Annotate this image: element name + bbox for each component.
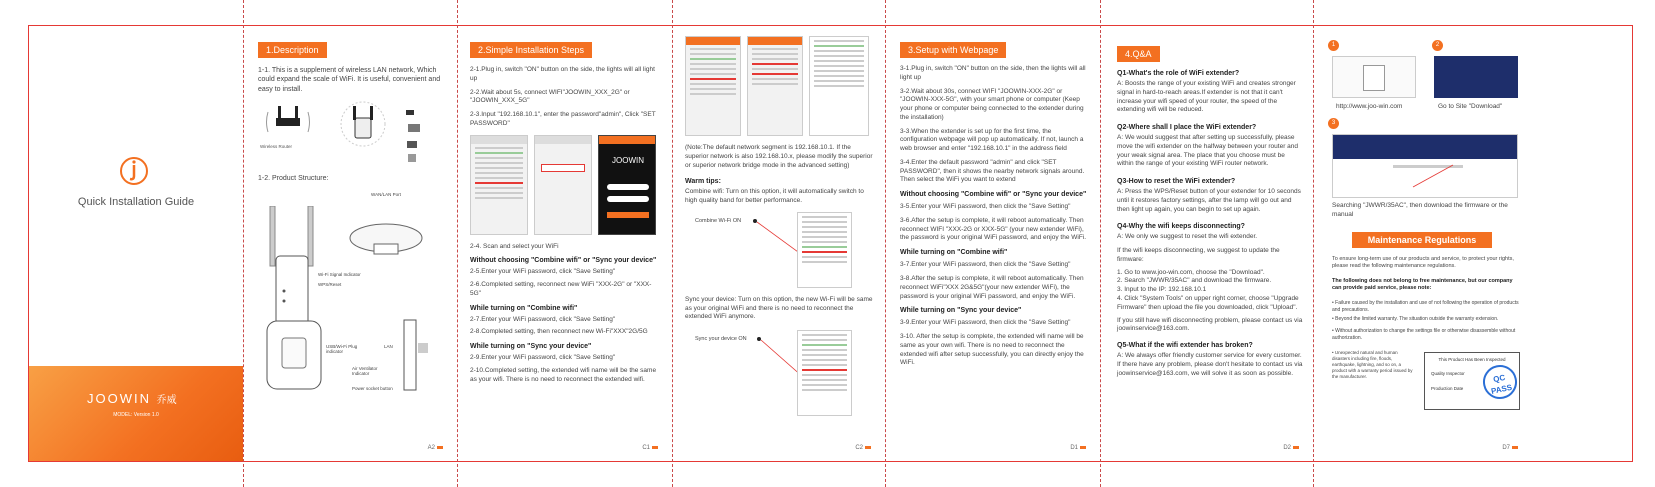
app-logo: JOOWIN <box>612 155 644 165</box>
step-3-5: 3-5.Enter your WiFi password, then click the "Save Setting" <box>900 203 1071 211</box>
step-2-8: 2-8.Completed setting, then reconnect new Wi-Fi"XXX"2G/5G <box>470 328 648 336</box>
phone-wifi-list <box>470 135 528 235</box>
extender-front-illustration <box>264 206 319 336</box>
page-number: C2 <box>855 445 871 451</box>
search-screenshot <box>1332 134 1518 198</box>
phone-setting-3 <box>809 36 869 136</box>
qc-date: Production Date <box>1431 386 1464 391</box>
step-circle: 3 <box>1328 118 1339 129</box>
page-number: D2 <box>1283 445 1299 451</box>
qc-stamp-text: QC <box>1492 372 1507 385</box>
phone-setting-2 <box>747 36 803 136</box>
sync-diagram <box>685 330 875 418</box>
router-label: Wireless Router <box>260 144 293 149</box>
step-3-9: 3-9.Enter your WiFi password, then click the "Save Setting" <box>900 319 1071 327</box>
step-3-7: 3-7.Enter your WiFi password, then click the "Save Setting" <box>900 261 1071 269</box>
setting-screenshots <box>685 36 875 140</box>
q2: Q2-Where shall I place the WiFi extender? <box>1117 124 1257 132</box>
search-caption: Searching "JWWR/35AC", then download the firmware or the manual <box>1332 202 1508 218</box>
extender-icon <box>339 100 387 148</box>
cover-panel <box>29 26 243 461</box>
download-caption: Go to Site "Download" <box>1438 103 1503 110</box>
step-circle: 2 <box>1432 40 1443 51</box>
wifi-indicator-label: Wi-Fi Signal Indicator <box>318 272 361 277</box>
warm-tips-heading: Warm tips: <box>685 178 721 186</box>
maintenance-item-2: • Beyond the limited warranty. The situation outside the warranty extension. <box>1332 316 1499 322</box>
desc-text: 1-1. This is a supplement of wireless LAN network, Which could expand the scale of WiFi. It is useful, convenient and easy to install. <box>258 67 441 93</box>
maintenance-item-3: • Without authorization to change the settings file or otherwise disassemble without authorization. <box>1332 328 1516 341</box>
download-screenshot <box>1434 56 1518 98</box>
wps-reset-label: WPS/Reset <box>318 282 342 287</box>
sync-device-label: Sync your device ON <box>695 336 747 343</box>
extender-top-illustration <box>344 216 429 261</box>
step-2-4: 2-4. Scan and select your WiFi <box>470 242 559 250</box>
step-2-3: 2-3.Input "192.168.10.1", enter the password"admin", Click "SET PASSWORD" <box>470 111 656 127</box>
sync-screenshot <box>797 330 852 416</box>
a4-step-3: 3. Input to the IP: 192.168.10.1 <box>1117 286 1207 294</box>
combine-wifi-label: Combine Wi-Fi ON <box>695 217 742 224</box>
structure-heading: 1-2. Product Structure: <box>258 175 329 182</box>
a4-contact: If you still have wifi disconnecting problem, please contact us via joowinservice@163.com. <box>1117 316 1303 333</box>
combine-diagram <box>685 212 875 290</box>
page-number: D1 <box>1070 445 1086 451</box>
maintenance-note: The following does not belong to free maintenance, but our company can provide paid service, please note: <box>1332 278 1513 292</box>
warm-tips-text: Combine wifi: Turn on this option, it will automatically switch to high quality band for better performance. <box>685 188 864 205</box>
step-2-10: 2-10.Completed setting, the extended wifi name will be the same as your wifi. There is no need to reconnect the extended wifi. <box>470 366 657 383</box>
a4-firmware: If the wifi keeps disconnecting, we suggest to update the firmware: <box>1117 247 1280 263</box>
power-button-label: Power socket button <box>352 386 393 391</box>
phone-app <box>598 135 656 235</box>
qc-pass-stamp <box>1480 362 1520 402</box>
section-badge: 4.Q&A <box>1117 46 1160 62</box>
step-2-5: 2-5.Enter your WiFi password, click "Save Setting" <box>470 268 616 276</box>
router-icon <box>264 104 312 144</box>
q4: Q4-Why the wifi keeps disconnecting? <box>1117 223 1245 231</box>
q3: Q3-How to reset the WiFi extender? <box>1117 178 1236 186</box>
section-badge: 1.Description <box>258 42 327 58</box>
step-2-6: 2-6.Completed setting, reconnect new WiFi "XXX-2G" or "XXX-5G" <box>470 281 652 297</box>
step-3-3: 3-3.When the extender is set up for the first time, the configuration webpage will pop up automatically. If not, launch a web browser and enter "192.168.10.1" in the address field <box>900 127 1084 153</box>
maintenance-panel <box>1314 26 1528 461</box>
usb-plug-label: USB/Wi-Fi Plug indicator <box>326 344 358 354</box>
installation-panel <box>458 26 672 461</box>
heading-combine: While turning on "Combine wifi" <box>470 304 578 312</box>
step-3-2: 3-2.Wait about 30s, connect WIFI "JOOWIN-XXX-2G" or "JOOWIN-XXX-5G", with your smart phone or computer (Keep your phone or computer being connected to the extender during the installation) <box>900 87 1084 121</box>
lan-label: LAN <box>384 344 393 349</box>
qa-panel <box>1101 26 1313 461</box>
brand-name: JOOWIN <box>87 391 151 406</box>
a4-step-2: 2. Search "JWWR/35AC" and download the firmware. <box>1117 277 1272 285</box>
heading-without: Without choosing "Combine wifi" or "Sync your device" <box>900 191 1087 199</box>
step-3-6: 3-6.After the setup is complete, it will reboot automatically. Then reconnect WIFI "XXX-2G or XXX-5G" (your new extender WiFi), the password is your original WiFi password, and enjoy the WiFi. <box>900 216 1087 242</box>
a3: A: Press the WPS/Reset button of your extender for 10 seconds until it restores factory settings, after the lamp will go out and then light up again, you can begin to set up again. <box>1117 188 1301 213</box>
step-2-2: 2-2.Wait about 5s, connect WIFI"JOOWIN_XXX_2G" or "JOOWIN_XXX_5G" <box>470 88 630 105</box>
cover-orange-band <box>29 366 243 461</box>
sync-text: Sync your device: Turn on this option, the new Wi-Fi will be same as your original WiFi and there is no need to reconnect the extended WiFi anymore. <box>685 295 873 321</box>
a1: A: Boosts the range of your existing WiFi and creates stronger signal in hard-to-reach areas.If extender is not that it can't increase your wifi speed of your router, the speed of the extending wifi will be reduced. <box>1117 80 1296 114</box>
maintenance-item-4: • Unexpected natural and human disasters including fire, floods, earthquake, lightning, and so on, a product with a warranty period issued by the manufacturer. <box>1332 350 1413 380</box>
a2: A: We would suggest that after setting up successfully, please move the wifi extender on the halfway between your router and your weak signal area. The place that you choose must be within the range of your existing WiFi router network. <box>1117 134 1299 168</box>
heading-sync: While turning on "Sync your device" <box>900 307 1022 315</box>
combine-screenshot <box>797 212 852 288</box>
step-3-1: 3-1.Plug in, switch "ON" button on the side, then the lights will all light up <box>900 65 1086 81</box>
heading-without: Without choosing "Combine wifi" or "Sync your device" <box>470 257 657 265</box>
air-vent-label: Air Ventilator Indicator <box>352 366 378 376</box>
a4-step-4: 4. Click "System Tools" on upper right corner, choose "Upgrade Firmware" then upload the file you downloaded, click "Upload". <box>1117 295 1299 311</box>
extender-back-illustration <box>264 318 324 393</box>
qc-inspector: Quality Inspector <box>1431 371 1465 376</box>
cover-title: Quick Installation Guide <box>77 196 195 208</box>
wifi-logo-icon <box>119 156 149 186</box>
qc-stamp-text: PASS <box>1490 382 1513 396</box>
a4: A: We only we suggest to reset the wifi extender. <box>1117 233 1258 241</box>
maintenance-intro: To ensure long-term use of our products and service, to protect your rights, please read the following maintenance regulations. <box>1332 256 1514 270</box>
brand-name-cn: 乔威 <box>156 395 177 406</box>
tips-panel <box>673 26 885 461</box>
step-3-8: 3-8.After the setup is complete, it will reboot automatically. Then reconnect WiFi"XXX 2G&5G"(your new extender WiFi), the password is your original WiFi password, and enjoy the WiFi. <box>900 275 1084 300</box>
qc-card-title: This Product Has Been Inspected <box>1438 357 1506 362</box>
page-number: A2 <box>428 445 443 451</box>
wan-lan-label: WAN/LAN Port <box>371 192 401 197</box>
step-2-1: 2-1.Plug in, switch "ON" button on the side, the lights will all light up <box>470 66 655 82</box>
website-screenshot <box>1332 56 1416 98</box>
heading-sync: While turning on "Sync your device" <box>470 343 592 351</box>
phone-setting-1 <box>685 36 741 136</box>
page-number: C1 <box>642 445 658 451</box>
page-number: D7 <box>1502 445 1518 451</box>
q5: Q5-What if the wifi extender has broken? <box>1117 342 1253 350</box>
phone-browser <box>534 135 592 235</box>
webpage-setup-panel <box>886 26 1100 461</box>
section-badge: 3.Setup with Webpage <box>900 42 1006 58</box>
qc-card <box>1424 352 1520 410</box>
maintenance-heading: Maintenance Regulations <box>1352 232 1492 248</box>
step-2-9: 2-9.Enter your WiFi password, click "Save Setting" <box>470 354 616 362</box>
step-circle: 1 <box>1328 40 1339 51</box>
step-3-4: 3-4.Enter the default password "admin" and click "SET PASSWORD", then it shows the nearby network signals around. Then select the WiFi you want to extend <box>900 158 1085 184</box>
extender-side-illustration <box>394 318 439 393</box>
description-panel <box>244 26 457 461</box>
q1: Q1-What's the role of WiFi extender? <box>1117 70 1240 77</box>
section-badge: 2.Simple Installation Steps <box>470 42 592 58</box>
step-2-7: 2-7.Enter your WiFi password, click "Save Setting" <box>470 315 616 323</box>
network-note: (Note:The default network segment is 192.168.10.1. If the superior network is also 192.168.10.x, please modify the superior or superior network bridge mode in the advanced setting) <box>685 144 873 169</box>
devices-icon <box>404 108 424 163</box>
a4-step-1: 1. Go to www.joo-win.com, choose the "Download". <box>1117 268 1265 276</box>
phone-screenshots <box>470 133 662 243</box>
a5: A: We always offer friendly customer service for every customer. If there have any problem, please don't hesitate to contact us via joowinservice@163.com, we will solve it as soon as possible. <box>1117 352 1303 377</box>
maintenance-item-1: • Failure caused by the installation and use of not following the operation of products and precautions. <box>1332 300 1519 313</box>
step-3-10: 3-10. After the setup is complete, the extended wifi name will be same as your own wifi. There is no need to reconnect the extended wifi after setup successfully, you can directly enjoy the WiFi. <box>900 333 1084 367</box>
heading-combine: While turning on "Combine wifi" <box>900 249 1008 257</box>
model-text: MODEL: Version 1.0 <box>113 412 159 418</box>
website-caption: http://www.joo-win.com <box>1336 103 1403 110</box>
